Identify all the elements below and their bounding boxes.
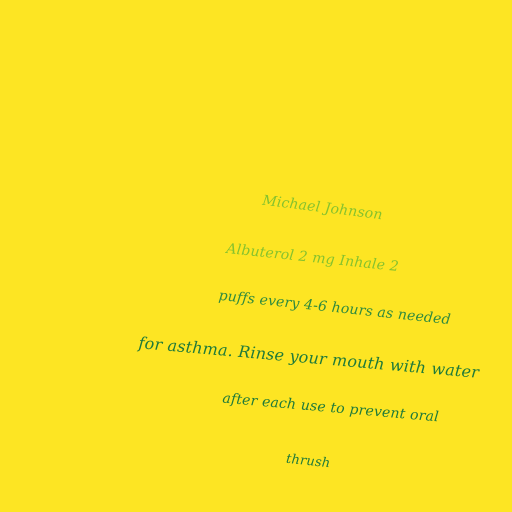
- note-line-2: puffs every 4-6 hours as needed: [217, 287, 452, 329]
- note-line-3: for asthma. Rinse your mouth with water: [137, 333, 480, 382]
- note-line-5: thrush: [285, 451, 332, 472]
- note-line-1: Albuterol 2 mg Inhale 2: [225, 240, 400, 276]
- patient-name: Michael Johnson: [261, 192, 384, 224]
- note-line-4: after each use to prevent oral: [221, 390, 440, 426]
